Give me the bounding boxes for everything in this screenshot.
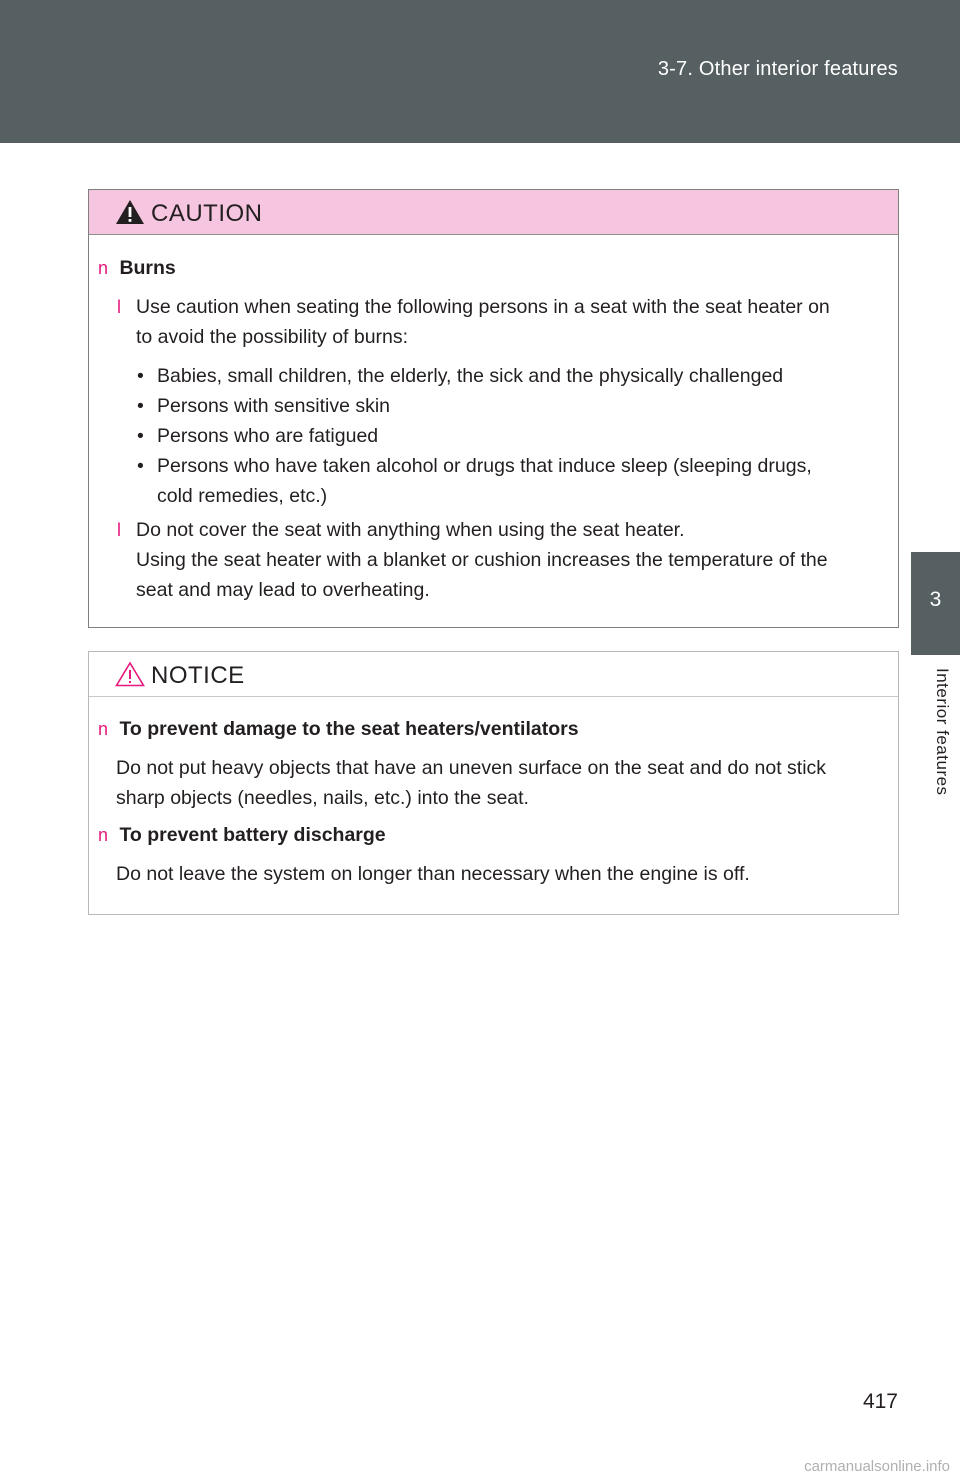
notice-text1-line1: Do not put heavy objects that have an uneven surface on the seat and do not stick <box>116 757 827 779</box>
item-marker: l <box>117 520 121 540</box>
page-number: 417 <box>862 1390 898 1413</box>
sub-bullet: • <box>137 395 144 417</box>
chapter-tab <box>911 552 960 655</box>
section-marker: n <box>98 258 109 278</box>
notice-title: NOTICE <box>151 662 245 689</box>
caution-item1-line1: Use caution when seating the following persons in a seat with the seat heater on <box>136 296 830 318</box>
footer-watermark: carmanualsonline.info <box>804 1458 950 1475</box>
notice-heading1: To prevent damage to the seat heaters/ventilators <box>119 718 579 740</box>
caution-sub1: Babies, small children, the elderly, the sick and the physically challenged <box>157 365 784 387</box>
notice-heading2: To prevent battery discharge <box>119 824 386 846</box>
caution-heading-row <box>98 253 176 283</box>
notice-heading2-row <box>98 820 386 850</box>
caution-title: CAUTION <box>151 200 263 227</box>
section-marker: n <box>98 825 109 845</box>
sub-bullet: • <box>137 425 144 447</box>
sub-bullet: • <box>137 365 144 387</box>
item-marker: l <box>117 297 121 317</box>
sub-bullet: • <box>137 455 144 477</box>
chapter-label: Interior features <box>933 668 952 796</box>
chapter-number: 3 <box>929 588 942 611</box>
notice-header <box>89 652 898 697</box>
notice-heading1-row <box>98 714 579 744</box>
notice-text1-line2: sharp objects (needles, nails, etc.) into the seat. <box>116 787 529 809</box>
warning-icon <box>115 199 145 225</box>
notice-warning-icon <box>115 661 145 687</box>
caution-item2-line1: Do not cover the seat with anything when using the seat heater. <box>136 519 685 541</box>
caution-sub4-line1: Persons who have taken alcohol or drugs that induce sleep (sleeping drugs, <box>157 455 812 477</box>
notice-text2-line1: Do not leave the system on longer than necessary when the engine is off. <box>116 863 750 885</box>
page-header <box>0 0 960 143</box>
caution-item1-line2: to avoid the possibility of burns: <box>136 326 409 348</box>
caution-item2-line2: Using the seat heater with a blanket or cushion increases the temperature of the <box>136 549 828 571</box>
section-marker: n <box>98 719 109 739</box>
caution-sub2: Persons with sensitive skin <box>157 395 391 417</box>
caution-heading: Burns <box>119 257 176 279</box>
caution-header <box>89 190 898 235</box>
caution-box <box>88 189 899 628</box>
notice-box <box>88 651 899 915</box>
caution-sub3: Persons who are fatigued <box>157 425 379 447</box>
caution-sub4-line2: cold remedies, etc.) <box>157 485 328 507</box>
section-title: 3-7. Other interior features <box>657 58 898 80</box>
caution-item2-line3: seat and may lead to overheating. <box>136 579 430 601</box>
